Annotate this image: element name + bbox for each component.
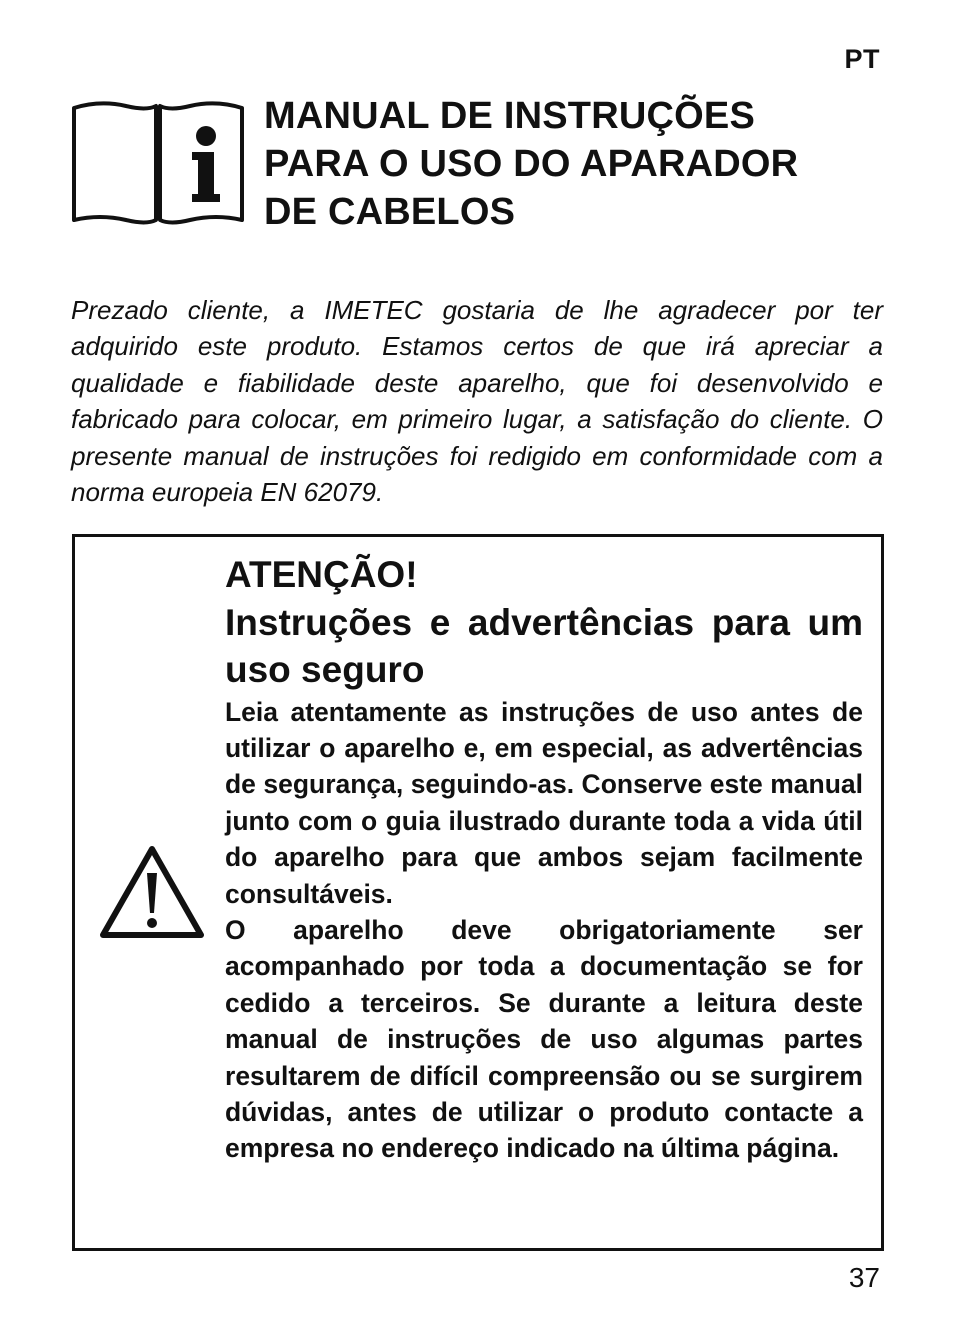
title-line-3: DE CABELOS <box>264 191 516 233</box>
info-book-icon <box>70 94 246 226</box>
page-title <box>264 92 904 236</box>
intro-paragraph: Prezado cliente, a IMETEC gostaria de lhe agradecer por ter adquirido este produto. Estamos certos de que irá apreciar a qualidade e fiabilidade deste aparelho, que foi desenvolvido e fabricado para colocar, em primeiro lugar, a satisfação do cliente. O presente manual de instruções foi redigido em conformidade com a norma europeia EN 62079. <box>71 295 883 508</box>
warning-paragraph-2: O aparelho deve obrigatoriamente ser acompanhado por toda a documentação se for cedido a terceiros. Se durante a leitura deste manual de instruções de uso algumas partes resultarem de difícil compreensão ou se surgirem dúvidas, antes de utilizar o produto contacte a empresa no endereço indicado na última página. <box>225 914 863 1164</box>
title-line-1: MANUAL DE INSTRUÇÕES <box>264 95 755 137</box>
language-code: PT <box>844 44 880 74</box>
warning-subheading: Instruções e advertências para um uso seguro <box>225 601 863 690</box>
warning-paragraph-1: Leia atentamente as instruções de uso antes de utilizar o aparelho e, em especial, as advertências de segurança, seguindo-as. Conserve este manual junto com o guia ilustrado durante toda a vida útil do aparelho para que ambos sejam facilmente consultáveis. <box>225 696 863 909</box>
warning-content <box>225 551 863 1167</box>
warning-triangle-icon <box>97 843 207 943</box>
page-number: 37 <box>848 1262 880 1293</box>
safety-warning-box <box>72 534 884 1251</box>
warning-heading: ATENÇÃO! <box>225 554 418 595</box>
title-line-2: PARA O USO DO APARADOR <box>264 143 799 185</box>
